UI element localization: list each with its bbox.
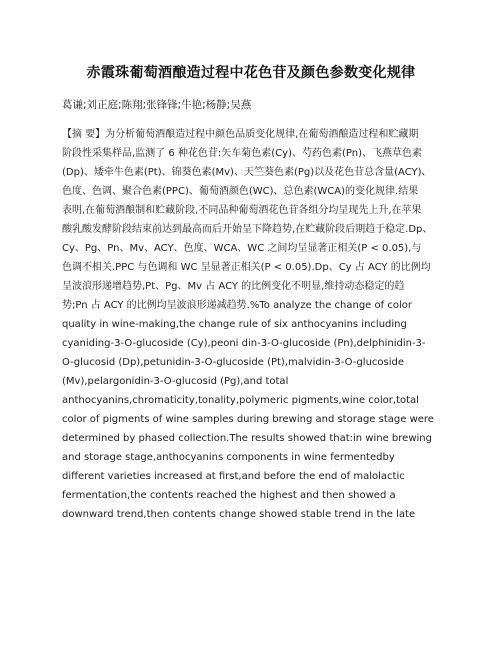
abstract-line: 色度、色调、聚合色素(PPC)、葡萄酒颜色(WC)、总色素(WCA)的变化规律.结果: [62, 186, 419, 197]
abstract-line: cyaniding-3-O-glucoside (Cy),peoni din-3-O-glucoside (Pn),delphinidin-3-: [62, 338, 426, 349]
author-list: 葛谦;刘正庭;陈翔;张锋锋;牛艳;杨静;吴燕: [62, 99, 252, 111]
abstract-line: (Dp)、矮牵牛色素(Pt)、锦葵色素(Mv)、天竺葵色素(Pg)以及花色苷总含量(ACY)、: [62, 167, 432, 178]
abstract-line: quality in wine-making,the change rule of six anthocyanins including: [62, 319, 407, 330]
abstract-line: Cy、Pg、Pn、Mv、ACY、色度、WCA、WC 之间均呈显著正相关(P < 0.05),与: [62, 243, 422, 254]
abstract-line: and storage stage,anthocyanins components in wine fermentedby: [62, 452, 395, 463]
abstract-line: 表明,在葡萄酒酿制和贮藏阶段,不同品种葡萄酒花色苷各组分均呈现先上升,在苹果: [62, 205, 422, 216]
abstract-line: O-glucosid (Dp),petunidin-3-O-glucoside (Pt),malvidin-3-O-glucoside: [62, 357, 405, 368]
abstract-line: 色调不相关.PPC 与色调和 WC 呈显著正相关(P < 0.05).Dp、Cy 占 ACY 的比例均: [62, 262, 431, 273]
abstract-line: different varieties increased at first,and before the end of malolactic: [62, 471, 405, 482]
abstract-line: determined by phased collection.The results showed that:in wine brewing: [62, 433, 432, 444]
abstract-line: anthocyanins,chromaticity,tonality,polymeric pigments,wine color,total: [62, 395, 419, 406]
abstract-line: fermentation,the contents reached the highest and then showed a: [62, 490, 396, 501]
document-title: 赤霞珠葡萄酒酿造过程中花色苷及颜色参数变化规律: [86, 65, 416, 81]
abstract-line: downward trend,then contents change showed stable trend in the late: [62, 509, 416, 520]
abstract-line: 酸乳酸发酵阶段结束前达到最高而后开始呈下降趋势,在贮藏阶段后期趋于稳定.Dp、: [62, 224, 433, 235]
abstract-line: 【摘 要】为分析葡萄酒酿造过程中颜色品质变化规律,在葡萄酒酿造过程和贮藏期: [62, 129, 419, 140]
abstract-line: 呈波浪形递增趋势,Pt、Pg、Mv 占 ACY 的比例变化不明显,维持动态稳定的趋: [62, 281, 405, 292]
abstract-line: (Mv),pelargonidin-3-O-glucosid (Pg),and total: [62, 376, 289, 387]
abstract-line: color of pigments of wine samples during brewing and storage stage were: [62, 414, 434, 425]
abstract-line: 阶段性采集样品,监测了 6 种花色苷:矢车菊色素(Cy)、芍药色素(Pn)、飞燕草色素: [62, 148, 422, 159]
abstract-line: 势;Pn 占 ACY 的比例均呈波浪形递减趋势.%To analyze the change of color: [62, 300, 412, 311]
